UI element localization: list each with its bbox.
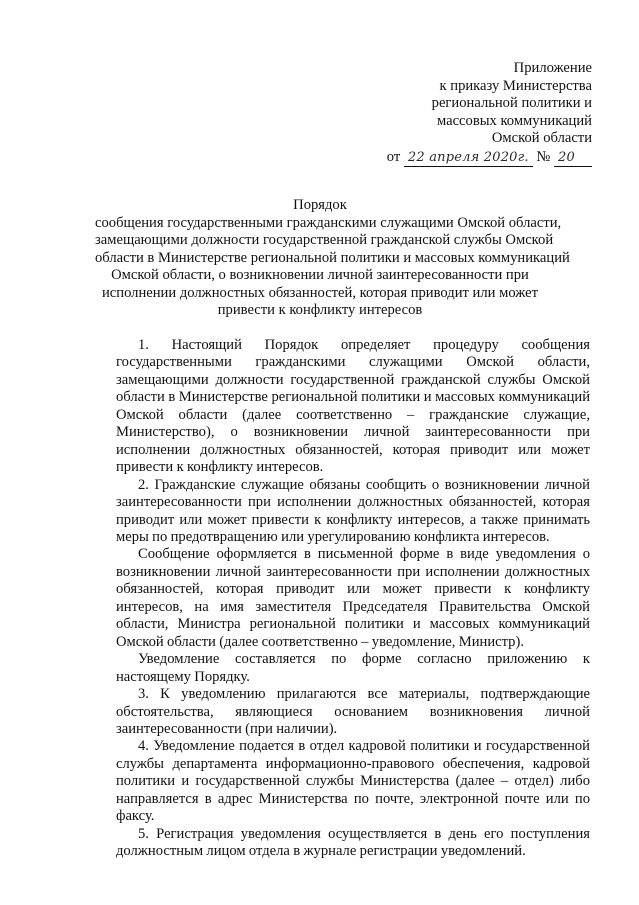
handwritten-number: 20: [554, 150, 592, 167]
annex-line: Приложение: [513, 60, 592, 76]
title-line: области в Министерстве региональной политики и массовых коммуникаций: [95, 249, 570, 266]
paragraph: 5. Регистрация уведомления осуществляется в день его поступления должностным лицом отдела в журнале регистрации уведомлений.: [116, 825, 590, 860]
title-line: исполнении должностных обязанностей, которая приводит или может: [101, 284, 539, 301]
title-line: Омской области, о возникновении личной заинтересованности при: [111, 267, 529, 283]
paragraph: 4. Уведомление подается в отдел кадровой политики и государственной службы департамента информационно-правового обеспечения, кадровой политики и государственной службы Министерства (далее – отдел) либо направляется в адрес Министерства по почте, электронной почте или по факсу.: [116, 738, 590, 825]
handwritten-date: 22 апреля 2020г.: [404, 150, 533, 167]
document-body: [116, 337, 590, 861]
annex-line: к приказу Министерства: [439, 77, 592, 94]
annex-line: региональной политики и: [431, 95, 592, 112]
title-line: привести к конфликту интересов: [217, 302, 423, 318]
paragraph: 3. К уведомлению прилагаются все материалы, подтверждающие обстоятельства, являющиеся основанием возникновения личной заинтересованности (при наличии).: [116, 686, 590, 737]
title-line: замещающими должности государственной гражданской службы Омской: [95, 232, 554, 248]
title-line: сообщения государственными гражданскими служащими Омской области,: [95, 214, 562, 231]
annex-date-line: [387, 149, 592, 167]
title-line: Порядок: [293, 197, 347, 213]
number-sign: №: [536, 148, 551, 165]
paragraph: Уведомление составляется по форме согласно приложению к настоящему Порядку.: [116, 651, 590, 685]
annex-line: Омской области: [491, 130, 592, 147]
paragraph: 1. Настоящий Порядок определяет процедуру сообщения государственными гражданскими служащими Омской области, замещающими должности государственной гражданской службы Омской области в Министерстве региональной политики и массовых коммуникаций Омской области (далее соответственно – гражданские служащие, Министерство), о возникновении личной заинтересованности при исполнении должностных обязанностей, которая приводит или может привести к конфликту интересов.: [116, 337, 590, 476]
date-prefix: от: [386, 148, 401, 165]
annex-line: массовых коммуникаций: [436, 112, 592, 129]
document-title: [95, 197, 570, 320]
paragraph: 2. Гражданские служащие обязаны сообщить о возникновении личной заинтересованности при исполнении должностных обязанностей, которая приводит или может привести к конфликту интересов, а также принимать меры по предотвращению или урегулированию конфликта интересов.: [116, 476, 590, 545]
paragraph: Сообщение оформляется в письменной форме в виде уведомления о возникновении личной заинтересованности при исполнении должностных обязанностей, которая приводит или может привести к конфликту интересов, на имя заместителя Председателя Правительства Омской области, Министра региональной политики и массовых коммуникаций Омской области (далее соответственно – уведомление, Министр).: [116, 546, 590, 650]
annex-header: [387, 60, 592, 167]
